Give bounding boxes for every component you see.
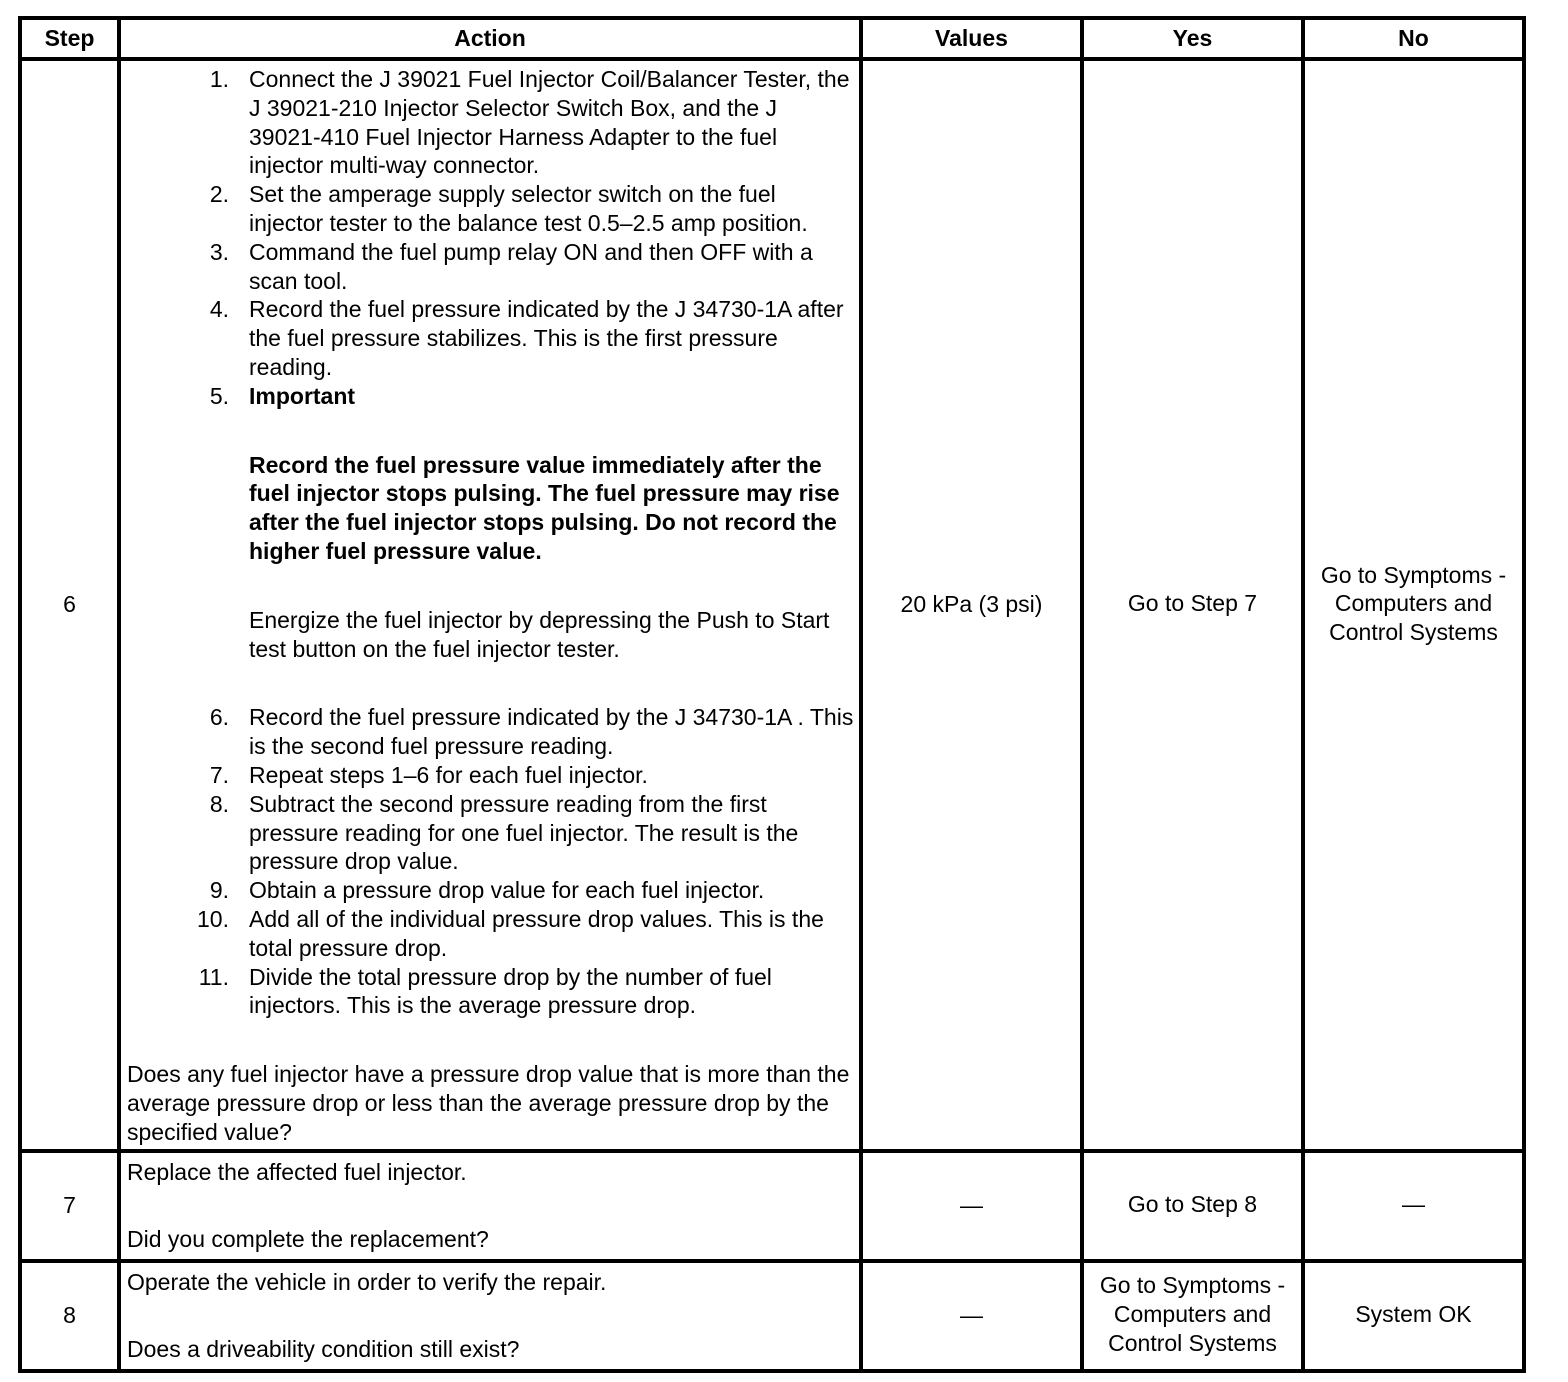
header-action: Action — [119, 18, 861, 59]
action-step-8 — [173, 790, 855, 876]
action-step-1 — [173, 65, 855, 180]
action-step-11 — [173, 963, 855, 1021]
action-instruction: Replace the affected fuel injector. — [127, 1158, 467, 1185]
important-heading: Important — [249, 382, 356, 409]
step-item-text: Subtract the second pressure reading from the first pressure reading for one fuel injector. The result is the pressure drop value. — [249, 790, 799, 875]
action-steps-list — [121, 61, 859, 1020]
no-cell: Go to Symptoms - Computers and Control Systems — [1303, 59, 1524, 1151]
step-item-text: Command the fuel pump relay ON and then OFF with a scan tool. — [249, 238, 813, 294]
header-row — [20, 18, 1524, 59]
values-cell: — — [861, 1151, 1082, 1261]
step-number: 6 — [20, 59, 119, 1151]
header-values: Values — [861, 18, 1082, 59]
action-instruction: Operate the vehicle in order to verify the repair. — [127, 1268, 607, 1295]
yes-cell: Go to Step 8 — [1082, 1151, 1303, 1261]
action-content — [121, 1266, 859, 1366]
action-step-6 — [173, 703, 855, 761]
table-row-step-8 — [20, 1261, 1524, 1371]
action-question: Does a driveability condition still exist? — [127, 1335, 520, 1362]
action-question: Does any fuel injector have a pressure drop value that is more than the average pressure drop or less than the average pressure drop by the specified value? — [127, 1061, 850, 1145]
action-question: Did you complete the replacement? — [127, 1225, 489, 1252]
action-step-3 — [173, 238, 855, 296]
header-step: Step — [20, 18, 119, 59]
action-step-7 — [173, 761, 855, 790]
action-cell — [119, 1151, 861, 1261]
step-item-number: 7. — [209, 761, 229, 788]
no-cell: System OK — [1303, 1261, 1524, 1371]
step-number: 7 — [20, 1151, 119, 1261]
step-item-text: Set the amperage supply selector switch on the fuel injector tester to the balance test 0.5–2.5 amp position. — [249, 181, 808, 236]
table-row-step-6 — [20, 59, 1524, 1151]
action-step-2 — [173, 180, 855, 238]
action-cell — [119, 1261, 861, 1371]
step-item-number: 9. — [209, 877, 229, 904]
yes-cell: Go to Symptoms - Computers and Control Systems — [1082, 1261, 1303, 1371]
step-item-number: 6. — [209, 704, 229, 731]
step-item-text: Divide the total pressure drop by the number of fuel injectors. This is the average pressure drop. — [249, 963, 772, 1019]
step-5-content — [249, 382, 855, 704]
step-item-number: 10. — [197, 905, 229, 932]
step-5-instruction: Energize the fuel injector by depressing the Push to Start test button on the fuel injector tester. — [249, 606, 830, 662]
step-item-text: Add all of the individual pressure drop values. This is the total pressure drop. — [249, 905, 824, 961]
step-item-number: 2. — [209, 181, 229, 208]
action-step-4 — [173, 295, 855, 381]
step-number: 8 — [20, 1261, 119, 1371]
step-item-number: 8. — [209, 790, 229, 817]
table-row-step-7 — [20, 1151, 1524, 1261]
values-cell: 20 kPa (3 psi) — [861, 59, 1082, 1151]
diagnostic-table — [18, 16, 1526, 1373]
step-item-number: 3. — [209, 238, 229, 265]
important-note: Record the fuel pressure value immediately after the fuel injector stops pulsing. The fuel pressure may rise after the fuel injector stops pulsing. Do not record the higher fuel pressure value. — [249, 451, 840, 564]
step-item-text: Record the fuel pressure indicated by the J 34730-1A . This is the second fuel pressure reading. — [249, 704, 854, 760]
no-cell: — — [1303, 1151, 1524, 1261]
step-item-text: Record the fuel pressure indicated by the J 34730-1A after the fuel pressure stabilizes. This is the first pressure reading. — [249, 296, 844, 380]
step-item-number: 4. — [209, 296, 229, 323]
values-cell: — — [861, 1261, 1082, 1371]
step-item-text: Repeat steps 1–6 for each fuel injector. — [249, 761, 648, 788]
step-item-text: Connect the J 39021 Fuel Injector Coil/Balancer Tester, the J 39021-210 Injector Selector Switch Box, and the J 39021-410 Fuel Injector Harness Adapter to the fuel injector multi-way connector. — [249, 66, 850, 179]
action-step-5 — [173, 382, 855, 704]
action-content — [121, 1156, 859, 1256]
header-yes: Yes — [1082, 18, 1303, 59]
step-item-number: 5. — [209, 382, 229, 409]
step-item-text: Obtain a pressure drop value for each fuel injector. — [249, 877, 765, 904]
header-no: No — [1303, 18, 1524, 59]
step-item-number: 1. — [209, 66, 229, 92]
action-cell — [119, 59, 861, 1151]
step-item-number: 11. — [198, 963, 229, 990]
action-step-9 — [173, 876, 855, 905]
yes-cell: Go to Step 7 — [1082, 59, 1303, 1151]
action-step-10 — [173, 905, 855, 963]
